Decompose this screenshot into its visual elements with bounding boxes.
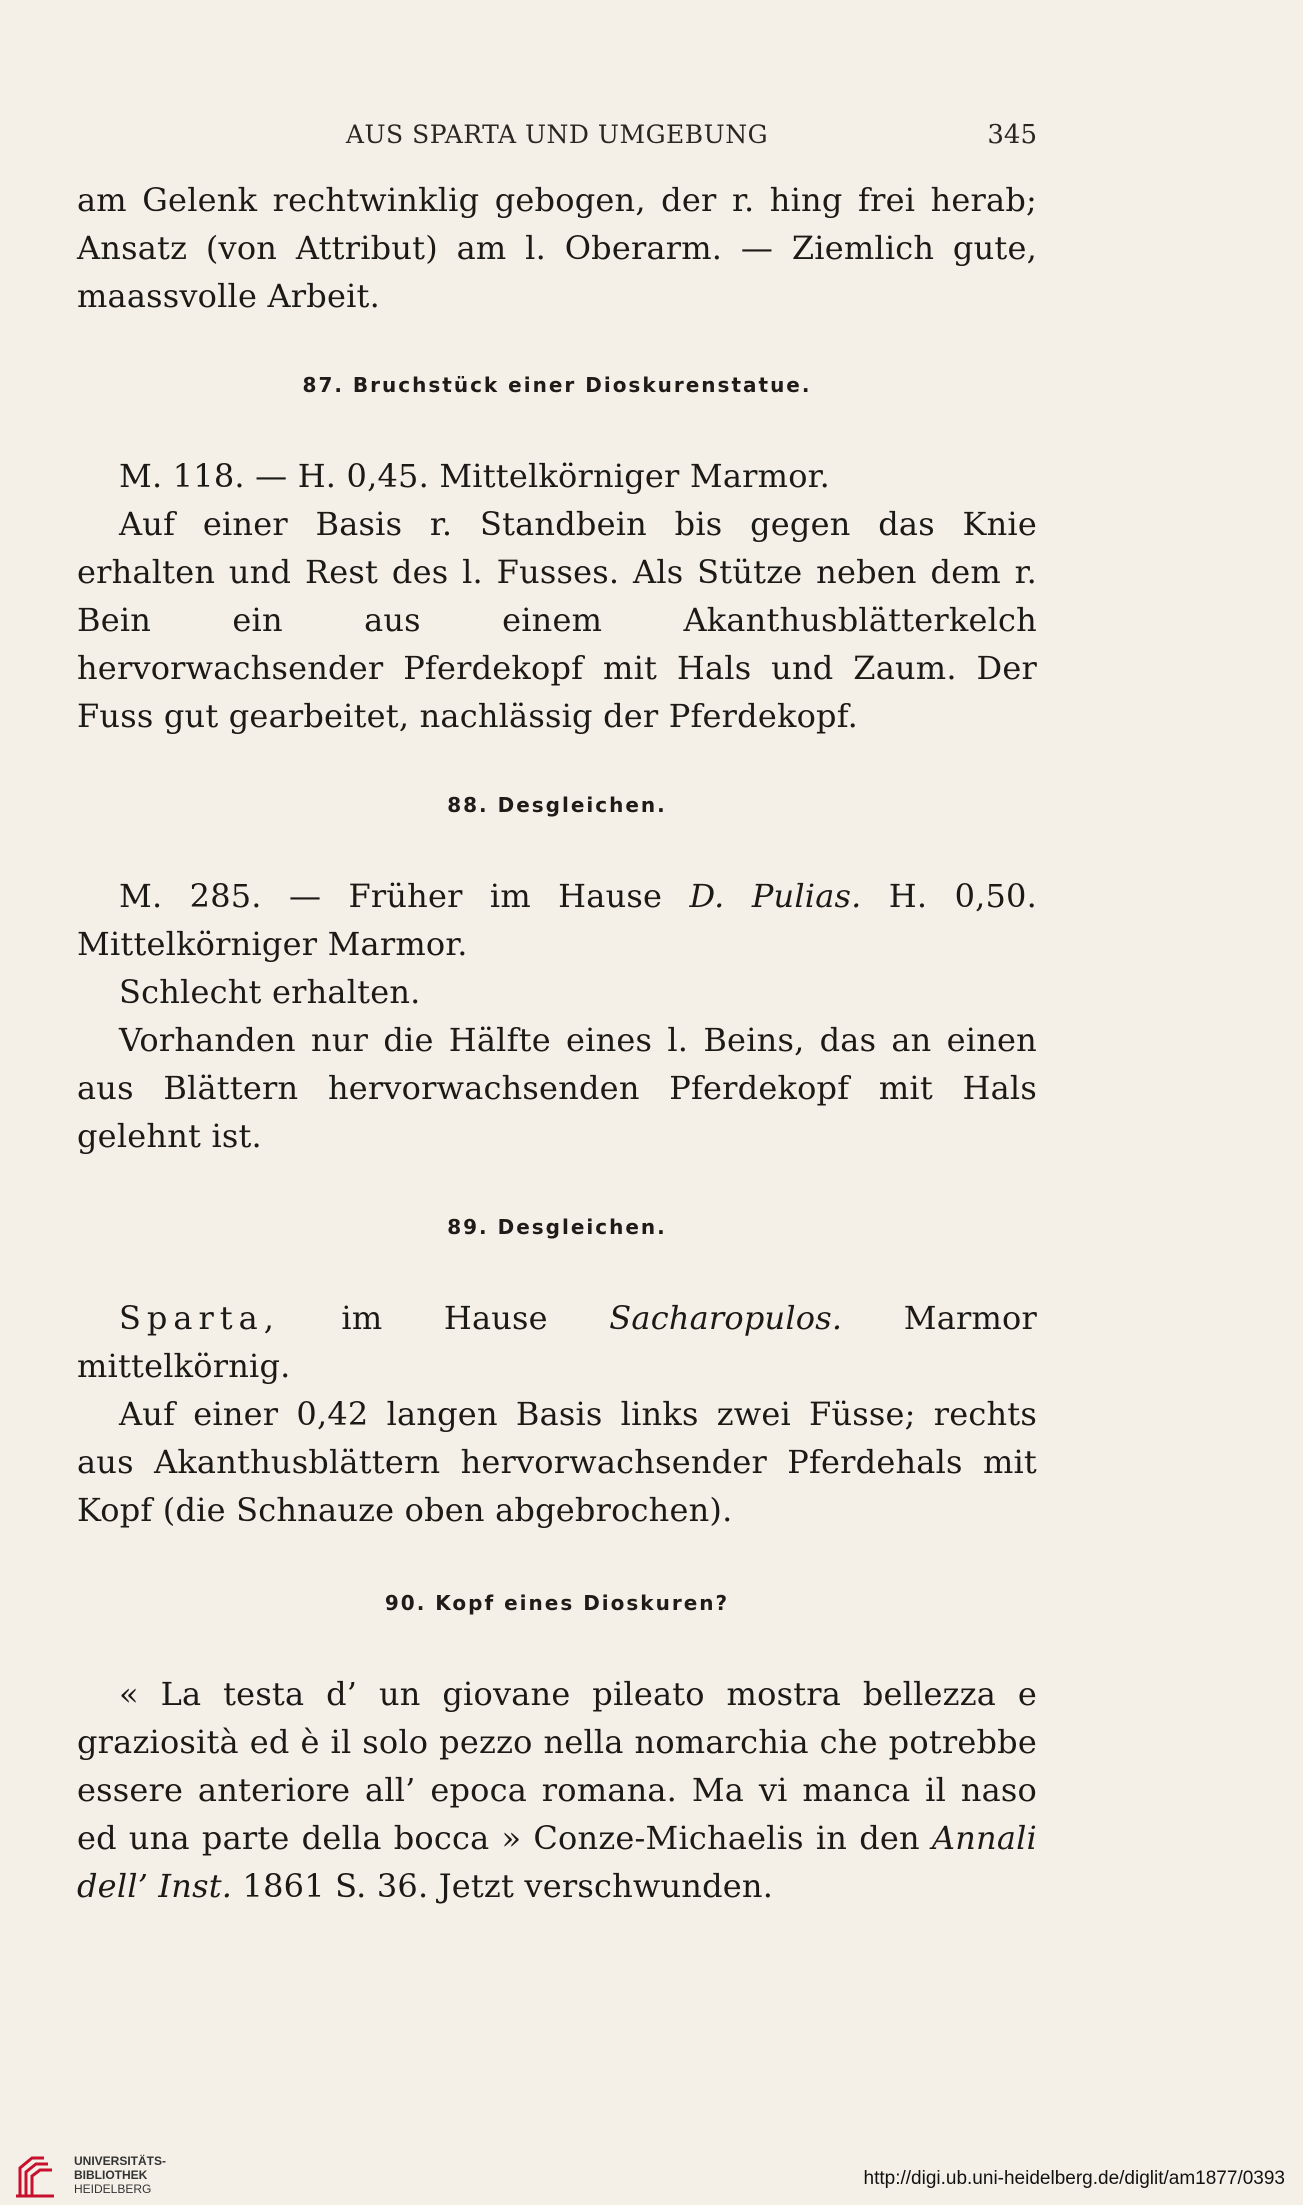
- entry-90-p1-text-a: « La testa d’ un giovane pileato mostra bellezza e graziosità ed è il solo pezzo nella nomarchia che potrebbe essere anteriore all’ epoca romana. Ma vi manca il naso ed una parte della bocca » Conze-Michaelis in den: [77, 1675, 1037, 1857]
- digitization-footer: [0, 2148, 1303, 2205]
- entry-89-p1-text-b: Marmor mittelkörnig.: [77, 1299, 1038, 1385]
- library-name: [74, 2154, 166, 2196]
- entry-87-paragraph-2: Auf einer Basis r. Standbein bis gegen das Knie erhalten und Rest des l. Fusses. Als Stütze neben dem r. Bein ein aus einem Akanthusblätterkelch hervorwachsender Pferdekopf mit Hals und Zaum. Der Fuss gut gearbeitet, nachlässig der Pferdekopf.: [77, 505, 1037, 735]
- entry-87-paragraph-1: M. 118. — H. 0,45. Mittelkörniger Marmor.: [119, 457, 831, 495]
- entry-89-paragraph-1: [77, 1294, 1037, 1390]
- paragraph-intro: am Gelenk rechtwinklig gebogen, der r. hing frei herab; Ansatz (von Attribut) am l. Oberarm. — Ziemlich gute, maassvolle Arbeit.: [77, 181, 1037, 315]
- body-text: [77, 176, 1037, 1910]
- library-name-line-2: BIBLIOTHEK: [74, 2168, 148, 2182]
- heading-entry-87: 87. Bruchstück einer Dioskurenstatue.: [302, 373, 812, 397]
- entry-89-p1-italic: Sacharopulos.: [609, 1299, 843, 1337]
- entry-89-paragraph-2: Auf einer 0,42 langen Basis links zwei Füsse; rechts aus Akanthusblättern hervorwachsender Pferdehals mit Kopf (die Schnauze oben abgebrochen).: [77, 1395, 1037, 1529]
- running-title: AUS SPARTA UND UMGEBUNG: [345, 120, 769, 149]
- entry-90-p1-text-b: 1861 S. 36. Jetzt verschwunden.: [232, 1867, 774, 1905]
- heading-entry-88: 88. Desgleichen.: [447, 793, 667, 817]
- entry-89-p1-text-a: im Hause: [279, 1299, 610, 1337]
- entry-88-p1-italic: D. Pulias.: [689, 877, 862, 915]
- entry-90-p1-italic: Annali dell’ Inst.: [77, 1819, 1037, 1905]
- entry-88-p1-text-a: M. 285. — Früher im Hause: [119, 877, 690, 915]
- entry-88-p1-text-b: H. 0,50. Mittelkörniger Marmor.: [77, 877, 1037, 963]
- running-header: [77, 120, 1037, 160]
- library-logo-icon: [14, 2152, 64, 2200]
- heading-entry-89: 89. Desgleichen.: [447, 1215, 667, 1239]
- source-url-link[interactable]: http://digi.ub.uni-heidelberg.de/diglit/am1877/0393: [863, 2168, 1285, 2189]
- library-name-line-3: HEIDELBERG: [74, 2182, 152, 2196]
- library-name-line-1: UNIVERSITÄTS-: [74, 2154, 167, 2168]
- entry-90-paragraph-1: [77, 1670, 1037, 1910]
- entry-88-paragraph-1: [77, 872, 1037, 968]
- page-number: 345: [987, 120, 1037, 150]
- entry-89-p1-place: Sparta,: [119, 1299, 280, 1337]
- heading-entry-90: 90. Kopf eines Dioskuren?: [384, 1591, 730, 1615]
- entry-88-paragraph-3: Vorhanden nur die Hälfte eines l. Beins, das an einen aus Blättern hervorwachsenden Pferdekopf mit Hals gelehnt ist.: [77, 1021, 1037, 1155]
- entry-88-paragraph-2: Schlecht erhalten.: [119, 973, 421, 1011]
